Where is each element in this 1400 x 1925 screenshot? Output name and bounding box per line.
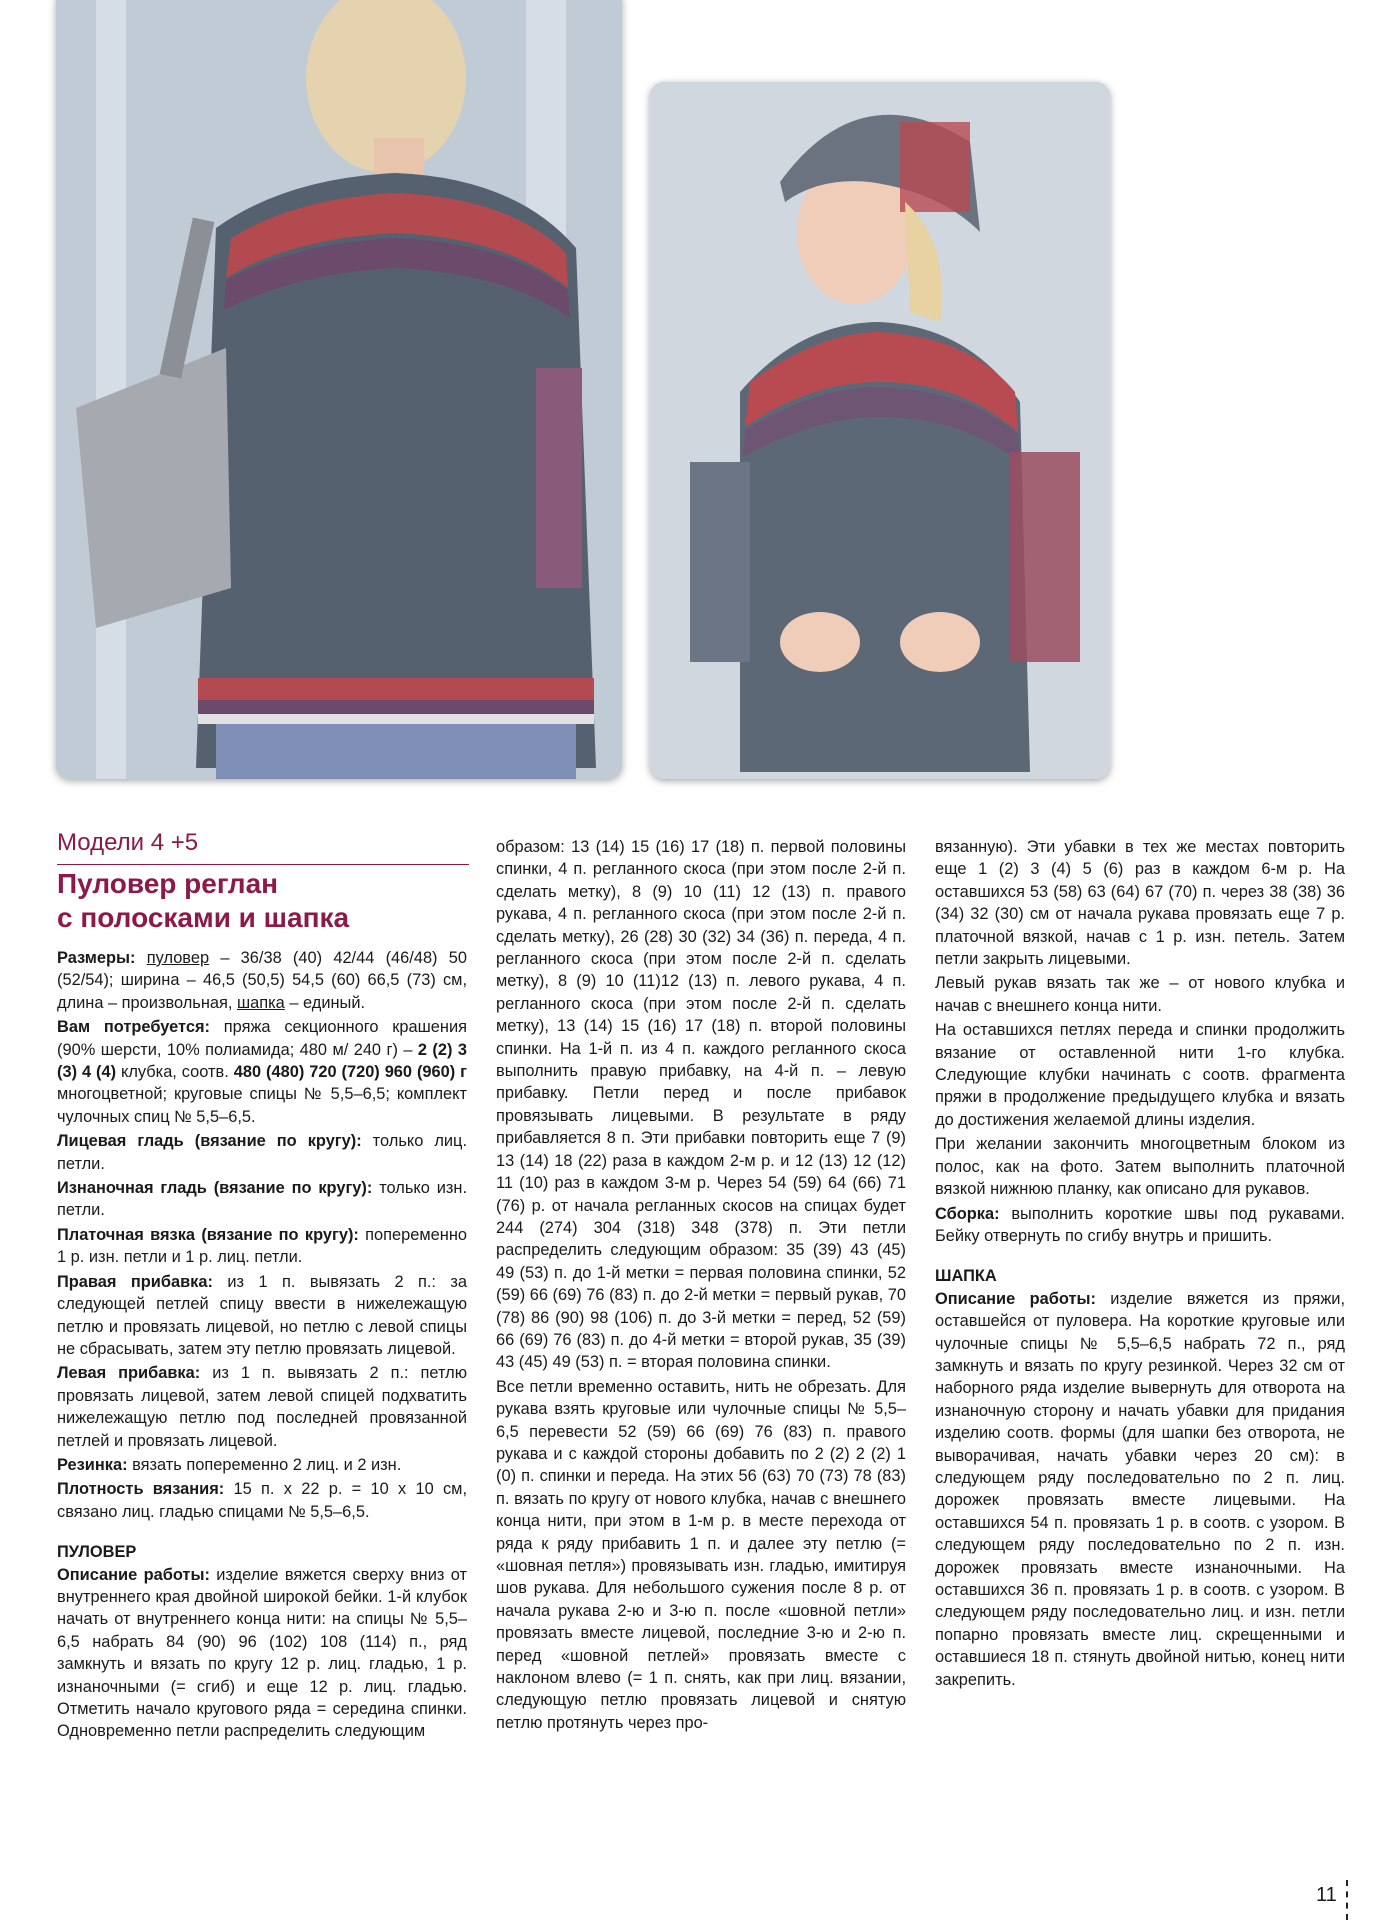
page-number: 11 (1316, 1884, 1337, 1906)
body-continue-paragraph: На оставшихся петлях переда и спинки продолжить вязание от оставленной нити 1-го клубка. Следующие клубки начинать с соотв. фрагмента пряжи в продолжение предыдущего клубка и вязать до достижения желаемой длины изделия. (935, 1021, 1345, 1129)
materials-bold-2: 480 (480) 720 (720) 960 (960) г (233, 1063, 467, 1082)
sleeve-decrease-paragraph: вязанную). Эти убавки в тех же местах повторить еще 1 (2) 3 (4) 5 (6) раз в каждом 6-м р. На оставшихся 53 (58) 63 (64) 67 (70) п. через 38 (38) 36 (34) 32 (30) см от начала рукава провязать еще 7 р. платочной вязкой, начав с 1 р. изн. петель. Затем петли закрыть лицевыми. (935, 838, 1345, 969)
photo-sweater-front-with-hat (650, 82, 1110, 779)
left-increase-label: Левая прибавка: (57, 1364, 201, 1383)
models-label: Модели 4 +5 (57, 829, 199, 856)
reverse-stockinette-label: Изнаночная гладь (вязание по кругу): (57, 1179, 373, 1198)
text-column-3 (935, 836, 1345, 1691)
article-title (57, 867, 467, 935)
left-increase-paragraph (57, 1362, 467, 1452)
gauge-paragraph (57, 1478, 467, 1523)
title-line-1: Пуловер реглан (57, 868, 279, 899)
gauge-text: 15 п. х 22 р. = 10 х 10 см, связано лиц. гладью спицами № 5,5–6,5. (57, 1480, 467, 1521)
materials-text-3: многоцветной; круговые спицы № 5,5–6,5; комплект чулочных спиц № 5,5–6,5. (57, 1085, 467, 1126)
materials-paragraph (57, 1016, 467, 1128)
rib-paragraph (57, 1454, 467, 1476)
right-increase-paragraph (57, 1271, 467, 1361)
reverse-stockinette-paragraph (57, 1177, 467, 1222)
hat-heading: ШАПКА (935, 1267, 997, 1286)
materials-text-1: пряжа секционного крашения (90% шерсти, 10% полиамида; 480 м/ 240 г) – (57, 1018, 467, 1059)
pullover-description (57, 1564, 467, 1743)
materials-label: Вам потребуется: (57, 1018, 210, 1037)
title-line-2: с полосками и шапка (57, 902, 350, 933)
left-increase-text: из 1 п. вывязать 2 п.: петлю провязать лицевой, затем левой спицей подхватить нижележащую петлю под последней провязанной петлей и провязать лицевой. (57, 1364, 467, 1450)
photo-sweater-back-view (56, 0, 622, 779)
rib-label: Резинка: (57, 1455, 128, 1474)
gauge-label: Плотность вязания: (57, 1480, 225, 1499)
reverse-stockinette-text: только изн. петли. (57, 1179, 467, 1220)
garter-text: попеременно 1 р. изн. петли и 1 р. лиц. петли. (57, 1225, 467, 1267)
hat-description-text: изделие вяжется из пряжи, оставшейся от пуловера. На короткие круговые или чулочные спицы № 5,5–6,5 набрать 72 п., ряд замкнуть и вязать по кругу резинкой. Через 32 см от наборного ряда изделие вывернуть для отворота на изнаночную сторону и начать убавки для придания изделию соотв. формы (для шапки без отворота, не выворачивая, начать убавки через 20 см): в следующем ряду последовательно по 2 п. лиц. дорожек провязать вместе лицевыми. На оставшихся 54 п. провязать 1 р. в соотв. с узором. В следующем ряду последовательно по 2 п. изн. дорожек провязать вместе изнаночными. На оставшихся 36 п. провязать 1 р. в соотв. с узором. В следующем ряду последовательно лиц. и изн. петли попарно провязать вместе лиц. скрещенными и оставшиеся 18 п. стянуть двойной нитью, конец нити закрепить. (935, 1289, 1345, 1689)
materials-text-2: клубка, соотв. (116, 1063, 234, 1082)
hat-description (935, 1288, 1345, 1691)
sleeve-paragraph: Все петли временно оставить, нить не обрезать. Для рукава взять круговые или чулочные спицы № 5,5–6,5 перевести 52 (59) 66 (69) 76 (83) п. правого рукава и с каждой стороны добавить по 2 (2) 2 (2) 1 (0) п. спинки и переда. На этих 56 (63) 70 (73) 78 (83) п. вязать по кругу от нового клубка, начав с внешнего конца нити, при этом в 1-м р. в месте перехода от ряда к ряду прибавить 1 п. и далее эту петлю (= «шовная петля») провязывать изн. гладью, имитируя шов рукава. Для небольшого сужения после 8 р. от начала рукава 2-ю и 3-ю п. после «шовной петли» провязать вместе лицевой, последние 3-ю и 2-ю п. перед «шовной петлей» провязать вместе с наклоном влево (= 1 п. снять, как при лиц. вязании, следующую петлю провязать лицевой и снятую петлю протянуть через про- (496, 1377, 906, 1732)
assembly-paragraph (935, 1203, 1345, 1248)
stripes-finish-paragraph: При желании закончить многоцветным блоком из полос, как на фото. Затем выполнить платочной вязкой нижнюю планку, как описано для рукавов. (935, 1135, 1345, 1199)
sizes-paragraph (57, 947, 467, 1014)
photo-left-illustration (56, 0, 622, 779)
sizes-label: Размеры: (57, 949, 136, 967)
stockinette-label: Лицевая гладь (вязание по кругу): (57, 1132, 362, 1151)
text-column-1 (57, 828, 467, 1743)
garter-paragraph (57, 1224, 467, 1269)
distribution-paragraph: образом: 13 (14) 15 (16) 17 (18) п. первой половины спинки, 4 п. регланного скоса (при этом после 2-й п. сделать метку), 8 (9) 10 (11) 12 (13) п. правого рукава, 4 п. регланного скоса (при этом после 2-й п. сделать метку), 26 (28) 30 (32) 34 (36) п. переда, 4 п. регланного скоса (при этом после 2-й п. сделать метку), 8 (9) 10 (11)12 (13) п. левого рукава, 4 п. регланного скоса (при этом после 2-й п. сделать метку), 13 (14) 15 (16) 17 (18) п. второй половины спинки. На 1-й п. из 4 п. каждого регланного скоса выполнить правую прибавку, на 4-й п. – левую прибавку. Петли перед и после прибавок провязывать лицевыми. В результате в ряду прибавляется 8 п. Эти прибавки повторить еще 7 (9) 13 (14) 18 (22) раза в каждом 2-м р. и 12 (13) 12 (12) 11 (10) раз в каждом 3-м р. Через 54 (59) 64 (66) 71 (76) р. от начала регланных скосов на спицах будет 244 (274) 304 (318) 348 (378) п. Эти петли распределить следующим образом: 35 (39) 43 (45) 49 (53) п. до 1-й метки = первая половина спинки, 52 (59) 66 (69) 76 (83) п. до 2-й метки = первый рукав, 70 (78) 86 (90) 98 (106) п. до 3-й метки = перед, 52 (59) 66 (69) 76 (83) п. до 4-й метки = второй рукав, 35 (39) 43 (45) 49 (53) п. = вторая половина спинки. (496, 838, 906, 1372)
sizes-hat-word: шапка (237, 993, 285, 1012)
right-increase-label: Правая прибавка: (57, 1272, 213, 1291)
assembly-text: выполнить короткие швы под рукавами. Бейку отвернуть по сгибу внутрь и пришить. (935, 1204, 1345, 1245)
assembly-label: Сборка: (935, 1204, 1000, 1223)
sizes-text-1: – 36/38 (40) 42/44 (46/48) 50 (52/54); ширина – 46,5 (50,5) 54,5 (60) 66,5 (73) см, длина – произвольная, (57, 949, 467, 1012)
garter-label: Платочная вязка (вязание по кругу): (57, 1225, 359, 1244)
title-rule (57, 864, 469, 865)
pullover-description-label: Описание работы: (57, 1565, 210, 1584)
page-edge-dashed-rule (1346, 1880, 1348, 1920)
stockinette-text: только лиц. петли. (57, 1132, 467, 1173)
materials-bold-1: 2 (2) 3 (3) 4 (4) (57, 1040, 468, 1082)
sizes-text-2: – единый. (284, 993, 366, 1012)
pullover-heading: ПУЛОВЕР (57, 1543, 137, 1562)
rib-text: вязать попеременно 2 лиц. и 2 изн. (127, 1455, 402, 1474)
photo-right-illustration (650, 82, 1110, 779)
text-column-2 (496, 836, 906, 1734)
sizes-pullover-word: пуловер (146, 949, 210, 967)
hat-description-label: Описание работы: (935, 1289, 1096, 1308)
right-increase-text: из 1 п. вывязать 2 п.: за следующей петлей спицу ввести в нижележащую петлю и провязать лицевой, но петлю с левой спицы не сбрасывать, затем эту петлю провязать лицевой. (57, 1272, 467, 1358)
pullover-description-text: изделие вяжется сверху вниз от внутреннего края двойной широкой бейки. 1-й клубок начать от внутреннего конца нити: на спицы № 5,5–6,5 набрать 84 (90) 96 (102) 108 (114) п., ряд замкнуть и вязать по кругу 12 р. лиц. гладью, 1 р. изнаночными (= сгиб) и еще 12 р. лиц. гладью. Отметить начало кругового ряда = середина спинки. Одновременно петли распределить следующим (57, 1565, 467, 1741)
stockinette-paragraph (57, 1130, 467, 1175)
left-sleeve-paragraph: Левый рукав вязать так же – от нового клубка и начав с внешнего конца нити. (935, 974, 1345, 1015)
